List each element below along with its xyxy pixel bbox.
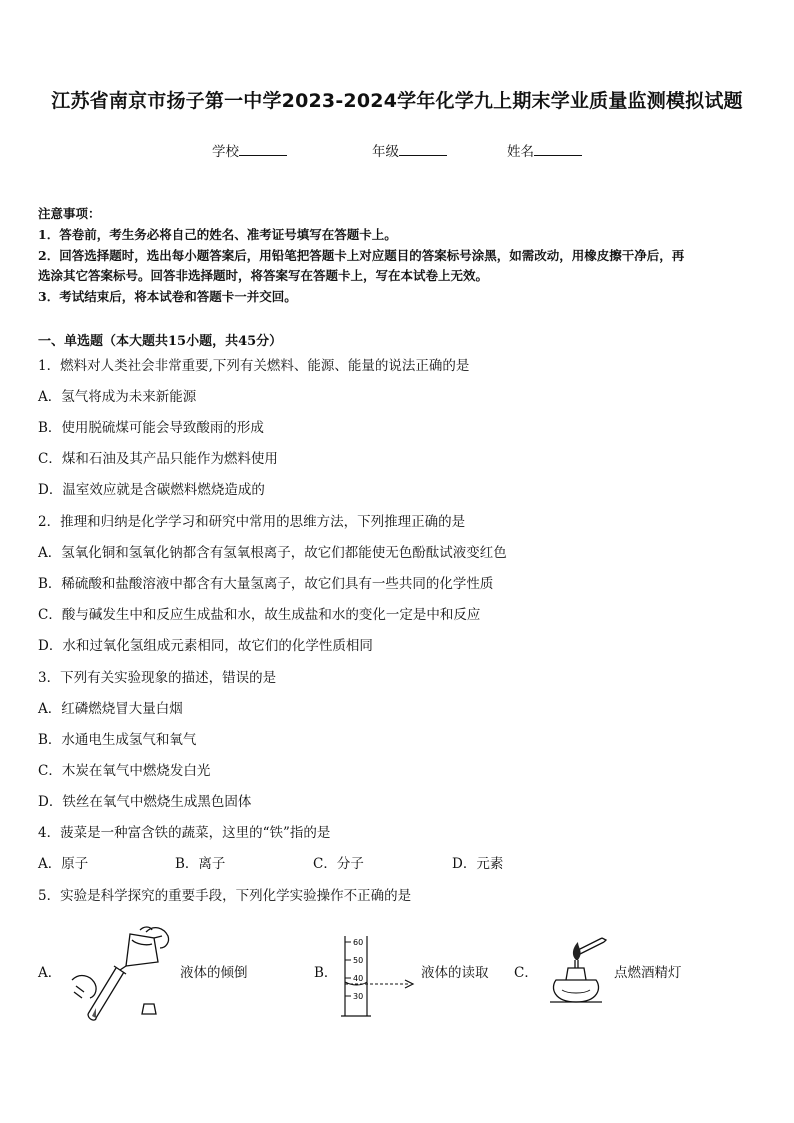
- question-1-option-d[interactable]: D．温室效应就是含碳燃料燃烧造成的: [38, 482, 265, 498]
- question-5-option-b-caption: 液体的读取: [421, 965, 489, 981]
- question-3-option-d[interactable]: D．铁丝在氧气中燃烧生成黑色固体: [38, 794, 252, 810]
- question-1-stem: 1．燃料对人类社会非常重要,下列有关燃料、能源、能量的说法正确的是: [38, 358, 470, 374]
- notice-line-3: 3．考试结束后，将本试卷和答题卡一并交回。: [38, 289, 297, 304]
- question-4-option-d[interactable]: D．元素: [452, 856, 504, 872]
- grade-field[interactable]: [372, 140, 447, 160]
- question-5-option-a-letter[interactable]: A．: [38, 965, 62, 981]
- question-4-option-b[interactable]: B．离子: [175, 856, 226, 872]
- question-2-option-c[interactable]: C．酸与碱发生中和反应生成盐和水，故生成盐和水的变化一定是中和反应: [38, 607, 481, 623]
- question-4-option-a[interactable]: A．原子: [38, 856, 89, 872]
- alcohol-lamp-illustration: [544, 932, 610, 1008]
- school-label: 学校: [212, 144, 239, 160]
- cylinder-tick-30: 30: [353, 992, 364, 1001]
- question-2-option-a[interactable]: A．氢氧化铜和氢氧化钠都含有氢氧根离子，故它们都能使无色酚酞试液变红色: [38, 545, 507, 561]
- question-1-option-c[interactable]: C．煤和石油及其产品只能作为燃料使用: [38, 451, 278, 467]
- question-3-option-a[interactable]: A．红磷燃烧冒大量白烟: [38, 701, 183, 717]
- question-2-option-d[interactable]: D．水和过氧化氢组成元素相同，故它们的化学性质相同: [38, 638, 373, 654]
- question-3-option-c[interactable]: C．木炭在氧气中燃烧发白光: [38, 763, 211, 779]
- question-5-option-c-caption: 点燃酒精灯: [614, 965, 682, 981]
- notice-line-2-cont: 选涂其它答案标号。回答非选择题时，将答案写在答题卡上，写在本试卷上无效。: [38, 268, 489, 283]
- question-1-option-a[interactable]: A．氢气将成为未来新能源: [38, 389, 197, 405]
- cylinder-tick-60: 60: [353, 938, 364, 947]
- pouring-liquid-illustration: [66, 922, 174, 1022]
- school-blank[interactable]: [239, 141, 287, 156]
- question-1-option-b[interactable]: B．使用脱硫煤可能会导致酸雨的形成: [38, 420, 264, 436]
- notice-heading: 注意事项：: [38, 206, 101, 221]
- question-5-option-b-letter[interactable]: B．: [314, 965, 338, 981]
- section-heading: 一、单选题（本大题共15小题，共45分）: [38, 334, 283, 349]
- school-field[interactable]: [212, 140, 287, 160]
- notice-line-2: 2．回答选择题时，选出每小题答案后，用铅笔把答题卡上对应题目的答案标号涂黑，如需改动，用橡皮擦干净后，再: [38, 248, 685, 263]
- question-2-stem: 2．推理和归纳是化学学习和研究中常用的思维方法，下列推理正确的是: [38, 514, 466, 530]
- notice-line-1: 1．答卷前，考生务必将自己的姓名、准考证号填写在答题卡上。: [38, 227, 397, 242]
- question-5-option-c-letter[interactable]: C．: [514, 965, 538, 981]
- question-5-stem: 5．实验是科学探究的重要手段，下列化学实验操作不正确的是: [38, 888, 412, 904]
- question-2-option-b[interactable]: B．稀硫酸和盐酸溶液中都含有大量氢离子，故它们具有一些共同的化学性质: [38, 576, 494, 592]
- name-field[interactable]: [507, 140, 582, 160]
- question-4-option-c[interactable]: C．分子: [313, 856, 364, 872]
- exam-title: 江苏省南京市扬子第一中学2023-2024学年化学九上期末学业质量监测模拟试题: [51, 90, 743, 112]
- name-label: 姓名: [507, 144, 534, 160]
- grade-blank[interactable]: [399, 141, 447, 156]
- question-5-option-a-caption: 液体的倾倒: [180, 965, 248, 981]
- question-3-stem: 3．下列有关实验现象的描述，错误的是: [38, 670, 277, 686]
- question-3-option-b[interactable]: B．水通电生成氢气和氧气: [38, 732, 197, 748]
- graduated-cylinder-illustration: [335, 932, 417, 1018]
- name-blank[interactable]: [534, 141, 582, 156]
- cylinder-tick-50: 50: [353, 956, 364, 965]
- cylinder-tick-40: 40: [353, 974, 364, 983]
- question-4-stem: 4．菠菜是一种富含铁的蔬菜，这里的“铁”指的是: [38, 825, 331, 841]
- grade-label: 年级: [372, 144, 399, 160]
